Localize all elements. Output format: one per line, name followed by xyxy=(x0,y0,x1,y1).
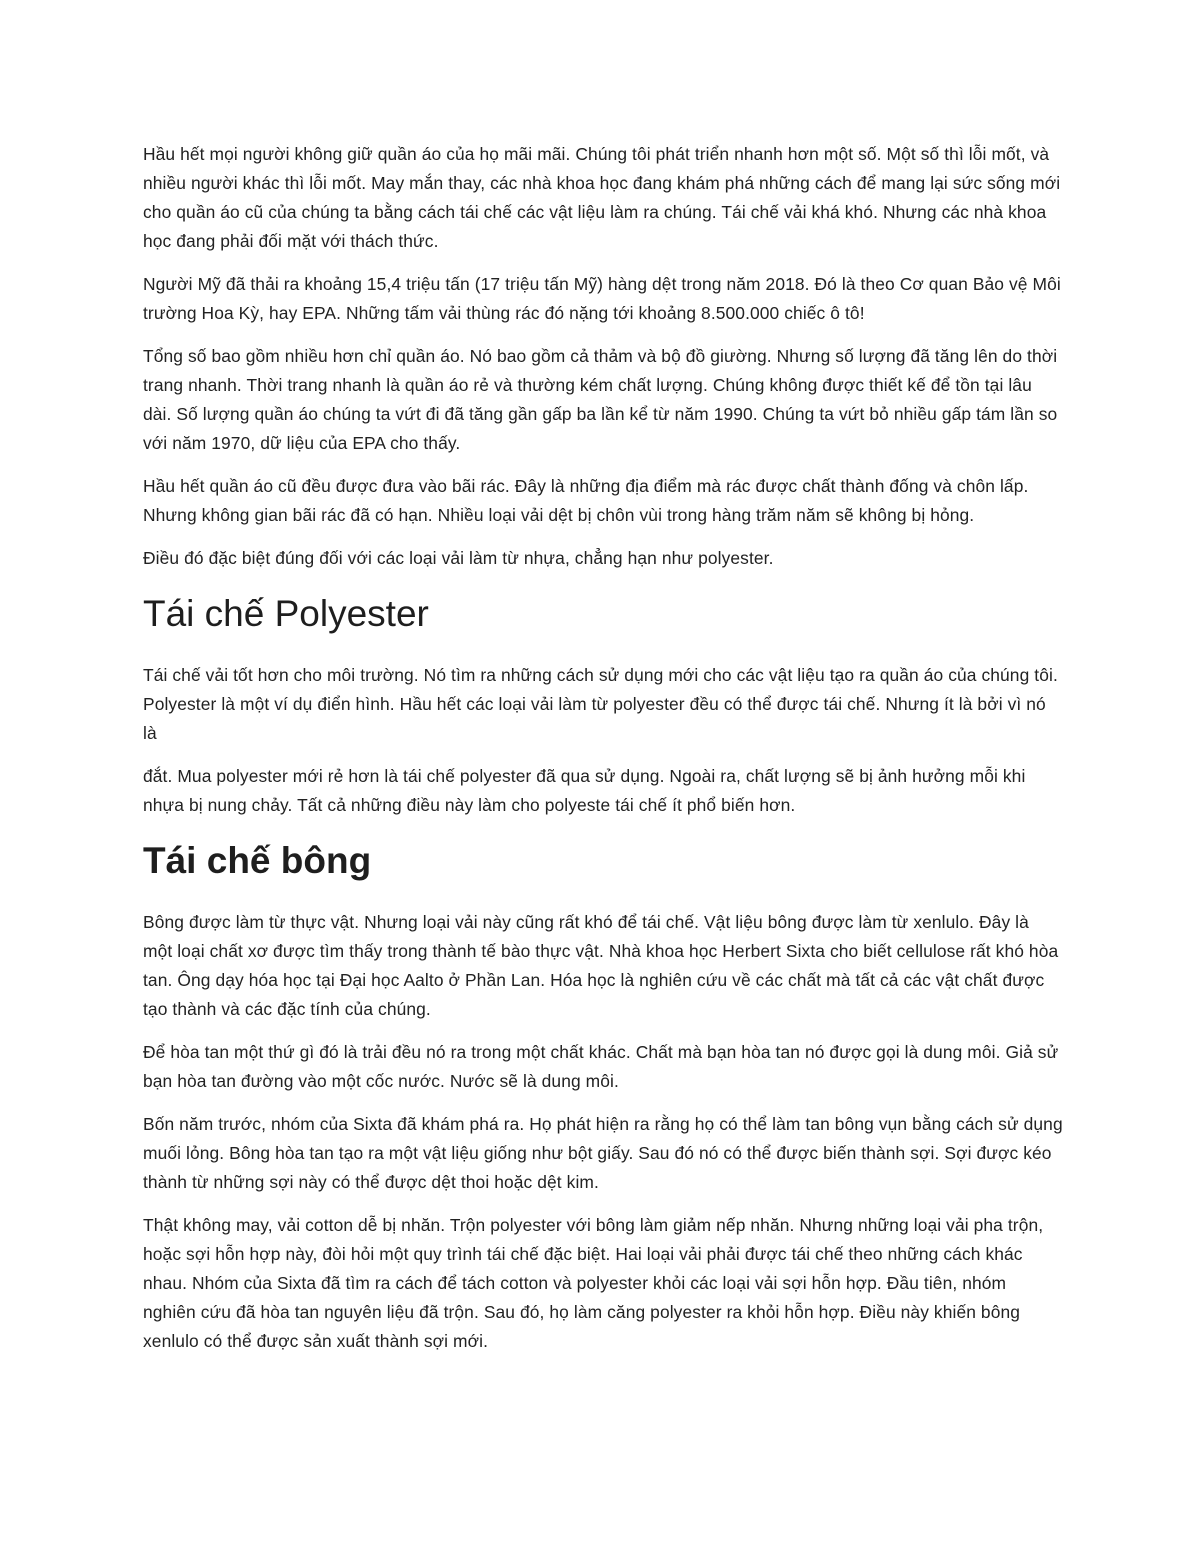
heading-cotton-recycling: Tái chế bông xyxy=(143,840,372,881)
intro-paragraph-4: Hầu hết quần áo cũ đều được đưa vào bãi rác. Đây là những địa điểm mà rác được chất thành đống và chôn lấp. Nhưng không gian bãi rác đã có hạn. Nhiều loại vải dệt bị chôn vùi trong hàng trăm năm sẽ không bị hỏng. xyxy=(143,476,1029,525)
document-page xyxy=(143,140,1063,1368)
intro-paragraph-1: Hầu hết mọi người không giữ quần áo của họ mãi mãi. Chúng tôi phát triển nhanh hơn một số. Một số thì lỗi mốt, và nhiều người khác thì lỗi mốt. May mắn thay, các nhà khoa học đang khám phá những cách để mang lại sức sống mới cho quần áo cũ của chúng ta bằng cách tái chế các vật liệu làm ra chúng. Tái chế vải khá khó. Nhưng các nhà khoa học đang phải đối mặt với thách thức. xyxy=(143,144,1061,251)
heading-polyester-recycling: Tái chế Polyester xyxy=(143,593,429,634)
cotton-paragraph-3: Bốn năm trước, nhóm của Sixta đã khám phá ra. Họ phát hiện ra rằng họ có thể làm tan bông vụn bằng cách sử dụng muối lỏng. Bông hòa tan tạo ra một vật liệu giống như bột giấy. Sau đó nó có thể được biến thành sợi. Sợi được kéo thành từ những sợi này có thể được dệt thoi hoặc dệt kim. xyxy=(143,1114,1063,1192)
cotton-paragraph-1: Bông được làm từ thực vật. Nhưng loại vải này cũng rất khó để tái chế. Vật liệu bông được làm từ xenlulo. Đây là một loại chất xơ được tìm thấy trong thành tế bào thực vật. Nhà khoa học Herbert Sixta cho biết cellulose rất khó hòa tan. Ông dạy hóa học tại Đại học Aalto ở Phần Lan. Hóa học là nghiên cứu về các chất mà tất cả các vật chất được tạo thành và các đặc tính của chúng. xyxy=(143,912,1059,1019)
polyester-paragraph-1: Tái chế vải tốt hơn cho môi trường. Nó tìm ra những cách sử dụng mới cho các vật liệu tạo ra quần áo của chúng tôi. Polyester là một ví dụ điển hình. Hầu hết các loại vải làm từ polyester đều có thể được tái chế. Nhưng ít là bởi vì nó là xyxy=(143,665,1058,743)
intro-paragraph-5: Điều đó đặc biệt đúng đối với các loại vải làm từ nhựa, chẳng hạn như polyester. xyxy=(143,548,774,568)
cotton-paragraph-4: Thật không may, vải cotton dễ bị nhăn. Trộn polyester với bông làm giảm nếp nhăn. Nhưng những loại vải pha trộn, hoặc sợi hỗn hợp này, đòi hỏi một quy trình tái chế đặc biệt. Hai loại vải phải được tái chế theo những cách khác nhau. Nhóm của Sixta đã tìm ra cách để tách cotton và polyester khỏi các loại vải sợi hỗn hợp. Đầu tiên, nhóm nghiên cứu đã hòa tan nguyên liệu đã trộn. Sau đó, họ làm căng polyester ra khỏi hỗn hợp. Điều này khiến bông xenlulo có thể được sản xuất thành sợi mới. xyxy=(143,1215,1044,1351)
cotton-paragraph-2: Để hòa tan một thứ gì đó là trải đều nó ra trong một chất khác. Chất mà bạn hòa tan nó được gọi là dung môi. Giả sử bạn hòa tan đường vào một cốc nước. Nước sẽ là dung môi. xyxy=(143,1042,1059,1091)
intro-paragraph-3: Tổng số bao gồm nhiều hơn chỉ quần áo. Nó bao gồm cả thảm và bộ đồ giường. Nhưng số lượng đã tăng lên do thời trang nhanh. Thời trang nhanh là quần áo rẻ và thường kém chất lượng. Chúng không được thiết kế để tồn tại lâu dài. Số lượng quần áo chúng ta vứt đi đã tăng gần gấp ba lần kể từ năm 1990. Chúng ta vứt bỏ nhiều gấp tám lần so với năm 1970, dữ liệu của EPA cho thấy. xyxy=(143,346,1058,453)
polyester-paragraph-2: đắt. Mua polyester mới rẻ hơn là tái chế polyester đã qua sử dụng. Ngoài ra, chất lượng sẽ bị ảnh hưởng mỗi khi nhựa bị nung chảy. Tất cả những điều này làm cho polyeste tái chế ít phổ biến hơn. xyxy=(143,766,1026,815)
intro-paragraph-2: Người Mỹ đã thải ra khoảng 15,4 triệu tấn (17 triệu tấn Mỹ) hàng dệt trong năm 2018. Đó là theo Cơ quan Bảo vệ Môi trường Hoa Kỳ, hay EPA. Những tấm vải thùng rác đó nặng tới khoảng 8.500.000 chiếc ô tô! xyxy=(143,274,1061,323)
